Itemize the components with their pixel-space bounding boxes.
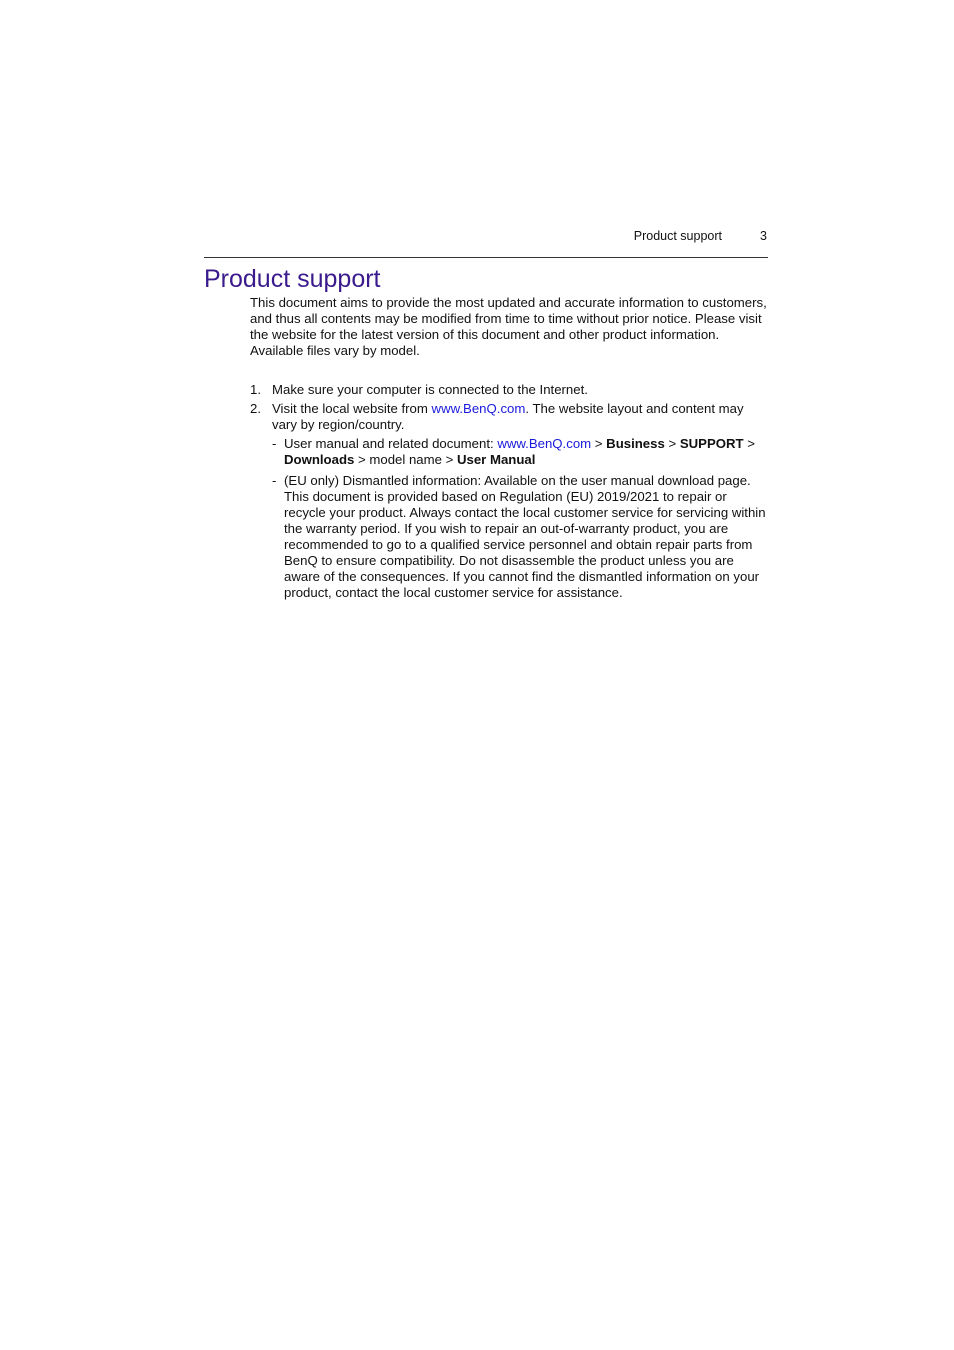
dash-bullet: - bbox=[272, 436, 277, 451]
page-number: 3 bbox=[760, 229, 767, 243]
sub-item-dismantled-info bbox=[272, 473, 770, 601]
step-text: Make sure your computer is connected to the Internet. bbox=[272, 382, 588, 397]
manual-label: User manual and related document: bbox=[284, 436, 498, 451]
path-separator: > bbox=[591, 436, 607, 451]
sub-list bbox=[272, 436, 770, 601]
path-downloads: Downloads bbox=[284, 452, 355, 467]
path-user-manual: User Manual bbox=[456, 452, 536, 467]
intro-paragraph: This document aims to provide the most updated and accurate information to customers, and thus all contents may be modified from time to time without prior notice. Please visit the website for the latest version of this document and other product information. Available files vary by model. bbox=[250, 295, 767, 358]
step-text-after: . The website layout and content may vary by region/country. bbox=[272, 401, 744, 432]
path-separator: > bbox=[664, 436, 680, 451]
benq-website-link[interactable]: www.BenQ.com bbox=[431, 401, 526, 416]
step-number: 2. bbox=[250, 401, 261, 416]
path-support: SUPPORT bbox=[679, 436, 744, 451]
step-item-2 bbox=[250, 401, 770, 601]
header-divider bbox=[204, 257, 768, 258]
path-business: Business bbox=[606, 436, 665, 451]
step-number: 1. bbox=[250, 382, 261, 397]
sub-item-user-manual bbox=[272, 436, 770, 468]
page-content bbox=[250, 295, 770, 606]
step-text-before: Visit the local website from bbox=[272, 401, 432, 416]
running-header bbox=[204, 229, 768, 249]
page-title: Product support bbox=[204, 265, 381, 293]
benq-website-link-2[interactable]: www.BenQ.com bbox=[497, 436, 592, 451]
path-separator: > bbox=[743, 436, 755, 451]
dash-bullet: - bbox=[272, 473, 277, 488]
dismantled-info-text: (EU only) Dismantled information: Available on the user manual download page. This document is provided based on Regulation (EU) 2019/2021 to repair or recycle your product. Always contact the local customer service for servicing within the warranty period. If you wish to repair an out-of-warranty product, you are recommended to go to a qualified service personnel and obtain repair parts from BenQ to ensure compatibility. Do not disassemble the product unless you are aware of the consequences. If you cannot find the dismantled information on your product, contact the local customer service for assistance. bbox=[284, 473, 766, 600]
header-section-name: Product support bbox=[633, 229, 722, 243]
path-model-name: > model name > bbox=[354, 452, 457, 467]
steps-list bbox=[250, 382, 770, 601]
step-item-1 bbox=[250, 382, 770, 398]
